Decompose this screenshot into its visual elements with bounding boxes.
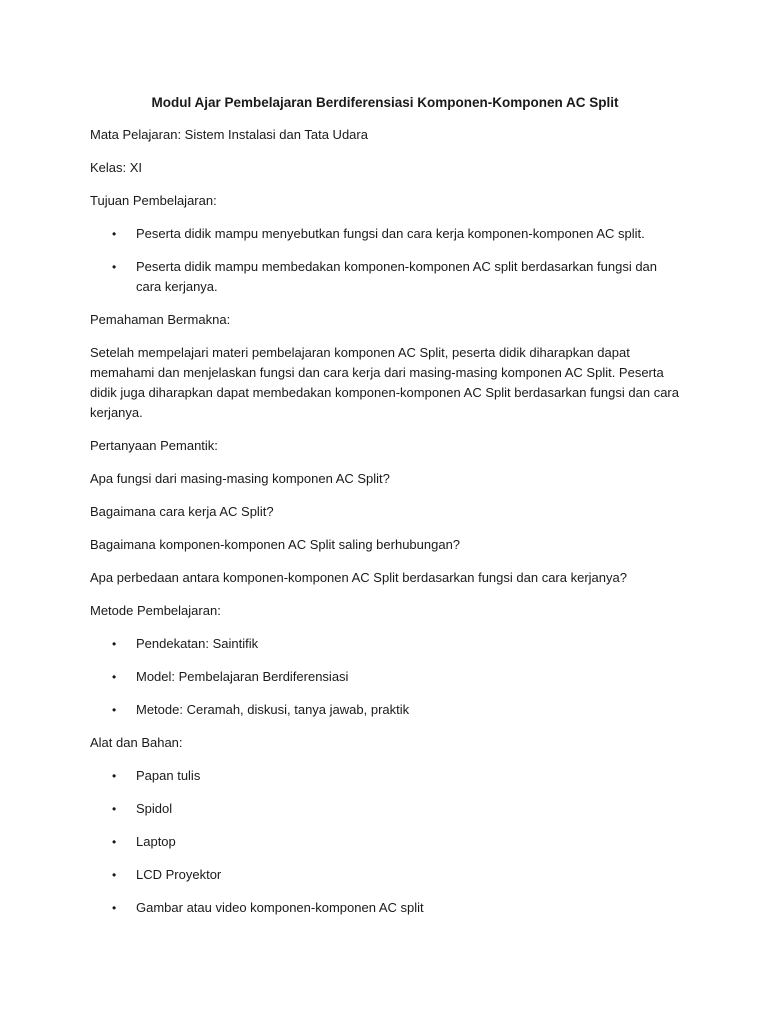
list-item-text: Metode: Ceramah, diskusi, tanya jawab, praktik: [136, 702, 410, 717]
understanding-text: Setelah mempelajari materi pembelajaran komponen AC Split, peserta didik diharapkan dapat memahami dan menjelaskan fungsi dan cara kerja dari masing-masing komponen AC Split. Peserta didik juga diharapkan dapat membedakan komponen-komponen AC Split berdasarkan fungsi dan cara kerjanya.: [90, 345, 679, 420]
methods-heading: Metode Pembelajaran:: [90, 603, 221, 618]
methods-list: [90, 634, 680, 720]
list-item-text: Model: Pembelajaran Berdiferensiasi: [136, 669, 349, 684]
list-item: [90, 832, 680, 852]
bullet-icon: •: [112, 901, 117, 915]
list-item-text: LCD Proyektor: [136, 867, 222, 882]
list-item: [90, 766, 680, 786]
list-item-text: Peserta didik mampu menyebutkan fungsi dan cara kerja komponen-komponen AC split.: [136, 226, 645, 241]
list-item: [90, 865, 680, 885]
objectives-list: [90, 224, 680, 297]
list-item: [90, 799, 680, 819]
document-title: Modul Ajar Pembelajaran Berdiferensiasi Komponen-Komponen AC Split: [151, 95, 619, 110]
list-item: [90, 667, 680, 687]
subject-line: Mata Pelajaran: Sistem Instalasi dan Tata Udara: [90, 127, 368, 142]
question-item: Apa fungsi dari masing-masing komponen AC Split?: [90, 471, 390, 486]
bullet-icon: •: [112, 769, 117, 783]
bullet-icon: •: [112, 260, 117, 274]
list-item-text: Pendekatan: Saintifik: [136, 636, 259, 651]
bullet-icon: •: [112, 637, 117, 651]
document-body: [90, 93, 680, 931]
class-line: Kelas: XI: [90, 160, 143, 175]
objectives-heading: Tujuan Pembelajaran:: [90, 193, 217, 208]
question-item: Apa perbedaan antara komponen-komponen AC Split berdasarkan fungsi dan cara kerjanya?: [90, 570, 627, 585]
list-item-text: Spidol: [136, 801, 173, 816]
bullet-icon: •: [112, 835, 117, 849]
list-item-text: Papan tulis: [136, 768, 201, 783]
bullet-icon: •: [112, 670, 117, 684]
bullet-icon: •: [112, 802, 117, 816]
understanding-heading: Pemahaman Bermakna:: [90, 312, 231, 327]
question-item: Bagaimana cara kerja AC Split?: [90, 504, 274, 519]
questions-heading: Pertanyaan Pemantik:: [90, 438, 218, 453]
list-item: [90, 257, 680, 297]
list-item-text: Gambar atau video komponen-komponen AC split: [136, 900, 424, 915]
question-item: Bagaimana komponen-komponen AC Split saling berhubungan?: [90, 537, 461, 552]
bullet-icon: •: [112, 868, 117, 882]
list-item: [90, 700, 680, 720]
list-item-text: Laptop: [136, 834, 176, 849]
bullet-icon: •: [112, 227, 117, 241]
list-item-text: Peserta didik mampu membedakan komponen-komponen AC split berdasarkan fungsi dan cara kerjanya.: [136, 259, 658, 294]
materials-heading: Alat dan Bahan:: [90, 735, 183, 750]
materials-list: [90, 766, 680, 918]
list-item: [90, 898, 680, 918]
bullet-icon: •: [112, 703, 117, 717]
list-item: [90, 224, 680, 244]
list-item: [90, 634, 680, 654]
